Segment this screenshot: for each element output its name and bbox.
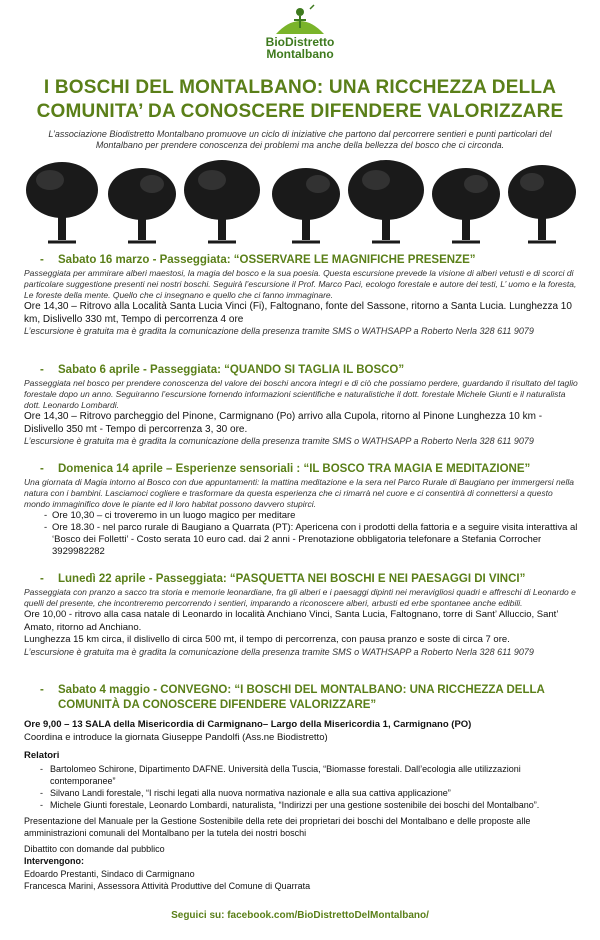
event-4-description: Passeggiata con pranzo a sacco tra storia e memorie leonardiane, fra gli alberi e i paesaggi dipinti nei meravigliosi quadri e affreschi di Leonardo e quelli del presente, che incontreremo percorrendo i sentieri, imparando a riconoscere alberi, arbusti ed erbe spontanee anche edibili. — [24, 587, 576, 608]
event-3: - Domenica 14 aprile – Esperienze sensoriali : “IL BOSCO TRA MAGIA E MEDITAZIONE” Una giornata di Magia intorno al Bosco con due appuntamenti: la mattina meditazione e la sera nel Parco Rurale di Baugiano per immergersi nella natura con i bambini. Lasciamoci cogliere e trasformare da questa esperienza che ci rimarrà nel cuore e ci consentirà di connettersi a questo mondo immaginifico dove le piante ed il loro habitat possono davvero stupirci. - Ore 10,30 – ci troveremo in un luogo magico per meditare - Ore 18.30 - nel parco rurale di Baugiano a Quarrata (PT): Apericena con i prodotti della fattoria e a seguire visita interattiva al ‘Bosco dei Folletti’ - Costo serata 10 euro cad. dai 2 anni - Prenotazione obbligatoria telefonare a Stefania Corrocher 3929982282 — [40, 462, 578, 558]
event-1-description: Passeggiata per ammirare alberi maestosi, la magia del bosco e la sua poesia. Questa escursione prevede la visione di alberi vetusti e di scorci di particolare suggestione presenti nei nostri boschi. Seguirà l’escursione il Prof. Marco Paci, ecologo forestale e autore dei testi, L’ uomo e la foresta, Le foreste della mente. Quello che ci insegnano e quello che ci fanno immaginare. — [24, 268, 577, 300]
relatore-1: - Bartolomeo Schirone, Dipartimento DAFNE. Università della Tuscia, “Biomasse forestali. Dall’ecologia alle utilizzazioni contemporanee” — [36, 763, 578, 787]
event-1-detail: Ore 14,30 – Ritrovo alla Località Santa Lucia Vinci (Fi), Faltognano, fonte del Sassone, ritorno a Santa Lucia. Lunghezza 10 km, Dislivello 330 mt, Tempo di percorrenza 4 ore — [24, 301, 572, 325]
event-2-detail: Ore 14,30 – Ritrovo parcheggio del Pinone, Carmignano (Po) arrivo alla Cupola, ritorno al Pinone Lunghezza 10 km - Dislivello 350 mt - Tempo di percorrenza 3, 30 ore. — [24, 411, 543, 435]
page-title — [20, 76, 580, 124]
relatore-2: - Silvano Landi forestale, “I rischi legati alla nuova normativa nazionale e alla sua cattiva applicazione” — [36, 787, 578, 799]
event-4: - Lunedì 22 aprile - Passeggiata: “PASQUETTA NEI BOSCHI E NEI PAESAGGI DI VINCI” Passeggiata con pranzo a sacco tra storia e memorie leonardiane, fra gli alberi e i paesaggi dipinti nei meravigliosi quadri e affreschi di Leonardo e quelli del presente, che incontreremo percorrendo i sentieri, imparando a riconoscere alberi, arbusti ed erbe spontanee anche edibili. Ore 10,00 - ritrovo alla casa natale di Leonardo in località Anchiano Vinci, Santa Lucia, Faltognano, torre di Sant’ Alluccio, Sant’ Amato, ritorno ad Anchiano. Lunghezza 15 km circa, il dislivello di circa 500 mt, il tempo di percorrenza, con pausa pranzo e soste di circa 7 ore. L’escursione è gratuita ma è gradita la comunicazione della presenza tramite SMS o WATHSAPP a Roberto Nerla 328 611 9079 — [40, 572, 578, 658]
relatore-3: - Michele Giunti forestale, Leonardo Lombardi, naturalista, “Indirizzi per una gestione sostenibile dei boschi del Montalbano”. — [36, 799, 578, 811]
event-1-heading: Sabato 16 marzo - Passeggiata: “OSSERVARE LE MAGNIFICHE PRESENZE” — [58, 254, 476, 266]
event-2-heading: Sabato 6 aprile - Passeggiata: “QUANDO SI TAGLIA IL BOSCO” — [58, 364, 405, 376]
event-2-note: L’escursione è gratuita ma è gradita la comunicazione della presenza tramite SMS o WATHSAPP a Roberto Nerla 328 611 9079 — [24, 436, 534, 446]
event-4-note: L’escursione è gratuita ma è gradita la comunicazione della presenza tramite SMS o WATHSAPP a Roberto Nerla 328 611 9079 — [24, 646, 534, 657]
interventi-label: Intervengono: — [24, 856, 84, 866]
event-3-bullet-2: - Ore 18.30 - nel parco rurale di Baugiano a Quarrata (PT): Apericena con i prodotti della fattoria e a seguire visita interattiva al ‘Bosco dei Folletti’ - Costo serata 10 euro cad. dai 2 anni - Prenotazione obbligatoria telefonare a Stefania Corrocher 3929982282 — [40, 522, 578, 558]
event-3-heading: Domenica 14 aprile – Esperienze sensoriali : “IL BOSCO TRA MAGIA E MEDITAZIONE” — [58, 463, 531, 475]
event-4-heading: Lunedì 22 aprile - Passeggiata: “PASQUETTA NEI BOSCHI E NEI PAESAGGI DI VINCI” — [58, 573, 526, 585]
manuale-text: Presentazione del Manuale per la Gestione Sostenibile della rete dei proprietari dei boschi del Montalbano e delle proposte alle amministrazioni comunali del Montalbano per la tutela dei nostri boschi — [24, 815, 531, 838]
event-3-bullet-1: - Ore 10,30 – ci troveremo in un luogo magico per meditare — [40, 510, 578, 522]
logo — [0, 4, 600, 68]
title-line2: COMUNITA’ DA CONOSCERE DIFENDERE VALORIZZARE — [36, 101, 564, 122]
convegno-heading-1: Sabato 4 maggio - CONVEGNO: “I BOSCHI DEL MONTALBANO: UNA RICCHEZZA DELLA — [58, 684, 545, 696]
dibattito-text: Dibattito con domande dal pubblico — [24, 843, 165, 854]
trees-illustration — [22, 160, 582, 246]
event-4-detail: Ore 10,00 - ritrovo alla casa natale di Leonardo in località Anchiano Vinci, Santa Lucia, Faltognano, torre di Sant’ Alluccio, Sant’ Amato, ritorno ad Anchiano. — [24, 609, 559, 633]
intervento-1: Edoardo Prestanti, Sindaco di Carmignano — [24, 868, 195, 879]
logo-line1: BioDistretto — [265, 35, 335, 49]
convegno: - Sabato 4 maggio - CONVEGNO: “I BOSCHI DEL MONTALBANO: UNA RICCHEZZA DELLA COMUNITÀ DA CONOSCERE DIFENDERE VALORIZZARE” Ore 9,00 – 13 SALA della Misericordia di Carmignano– Largo della Misericordia 1, Carmignano (PO) Coordina e introduce la giornata Giuseppe Pandolfi (Ass.ne Biodistretto) Relatori - Bartolomeo Schirone, Dipartimento DAFNE. Università della Tuscia, “Biomasse forestali. Dall’ecologia alle utilizzazioni contemporanee” - Silvano Landi forestale, “I rischi legati alla nuova normativa nazionale e alla sua cattiva applicazione” - Michele Giunti forestale, Leonardo Lombardi, naturalista, “Indirizzi per una gestione sostenibile dei boschi del Montalbano”. Presentazione del Manuale per la Gestione Sostenibile della rete dei proprietari dei boschi del Montalbano e delle proposte alle amministrazioni comunali del Montalbano per la tutela dei nostri boschi Dibattito con domande dal pubblico Intervengono: Edoardo Prestanti, Sindaco di Carmignano Francesca Marini, Assessora Attività Produttive del Comune di Quarrata — [40, 683, 578, 893]
convegno-heading-2: COMUNITÀ DA CONOSCERE DIFENDERE VALORIZZARE” — [58, 699, 377, 711]
title-line1: I BOSCHI DEL MONTALBANO: UNA RICCHEZZA DELLA — [43, 77, 557, 98]
relatori-label: Relatori — [24, 750, 60, 761]
intervento-2: Francesca Marini, Assessora Attività Produttive del Comune di Quarrata — [24, 881, 311, 891]
convegno-coordinator: Coordina e introduce la giornata Giuseppe Pandolfi (Ass.ne Biodistretto) — [24, 731, 328, 743]
event-3-description: Una giornata di Magia intorno al Bosco con due appuntamenti: la mattina meditazione e la sera nel Parco Rurale di Baugiano per immergersi nella natura con i bambini. Lasciamoci cogliere e trasformare da questa esperienza che ci rimarrà nel cuore e ci consentirà di connettersi a questo mondo immaginifico dove le piante ed il loro habitat possono davvero stupirci. — [24, 477, 574, 509]
facebook-link[interactable]: Seguici su: facebook.com/BioDistrettoDelMontalbano/ — [171, 910, 429, 921]
biodistretto-logo-icon — [270, 4, 330, 36]
event-1-note: L’escursione è gratuita ma è gradita la comunicazione della presenza tramite SMS o WATHSAPP a Roberto Nerla 328 611 9079 — [24, 326, 534, 336]
intro-text: L’associazione Biodistretto Montalbano promuove un ciclo di iniziative che partono dal percorrere sentieri e punti particolari del Montalbano per prendere conoscenza dei problemi ma anche della bellezza del bosco che ci circonda. — [48, 129, 552, 150]
event-4-detail-2: Lunghezza 15 km circa, il dislivello di circa 500 mt, il tempo di percorrenza, con pausa pranzo e soste di circa 7 ore. — [24, 634, 510, 645]
event-2-description: Passeggiata nel bosco per prendere conoscenza del valore dei boschi ancora integri e di ciò che possiamo perdere, guardando il risultato del taglio forestale dopo un anno. Seguiranno l’escursione fornendo informazioni scientifiche e naturalistiche il dott. forestale Michele Giunti e il naturalista dott. Leonardo Lombardi. — [24, 378, 578, 410]
event-2: - Sabato 6 aprile - Passeggiata: “QUANDO SI TAGLIA IL BOSCO” Passeggiata nel bosco per prendere conoscenza del valore dei boschi ancora integri e di ciò che possiamo perdere, guardando il risultato del taglio forestale dopo un anno. Seguiranno l’escursione fornendo informazioni scientifiche e naturalistiche il dott. forestale Michele Giunti e il naturalista dott. Leonardo Lombardi. Ore 14,30 – Ritrovo parcheggio del Pinone, Carmignano (Po) arrivo alla Cupola, ritorno al Pinone Lunghezza 10 km - Dislivello 350 mt - Tempo di percorrenza 3, 30 ore. L’escursione è gratuita ma è gradita la comunicazione della presenza tramite SMS o WATHSAPP a Roberto Nerla 328 611 9079 — [24, 364, 578, 446]
event-1: - Sabato 16 marzo - Passeggiata: “OSSERVARE LE MAGNIFICHE PRESENZE” Passeggiata per ammirare alberi maestosi, la magia del bosco e la sua poesia. Questa escursione prevede la visione di alberi vetusti e di scorci di particolare suggestione presenti nei nostri boschi. Seguirà l’escursione il Prof. Marco Paci, ecologo forestale e autore dei testi, L’ uomo e la foresta, Le foreste della mente. Quello che ci insegnano e quello che ci fanno immaginare. Ore 14,30 – Ritrovo alla Località Santa Lucia Vinci (Fi), Faltognano, fonte del Sassone, ritorno a Santa Lucia. Lunghezza 10 km, Dislivello 330 mt, Tempo di percorrenza 4 ore L’escursione è gratuita ma è gradita la comunicazione della presenza tramite SMS o WATHSAPP a Roberto Nerla 328 611 9079 — [24, 254, 577, 336]
convegno-venue: Ore 9,00 – 13 SALA della Misericordia di Carmignano– Largo della Misericordia 1, Carmignano (PO) — [24, 719, 472, 730]
logo-line2: Montalbano — [266, 47, 334, 61]
tree-icon — [26, 160, 576, 242]
